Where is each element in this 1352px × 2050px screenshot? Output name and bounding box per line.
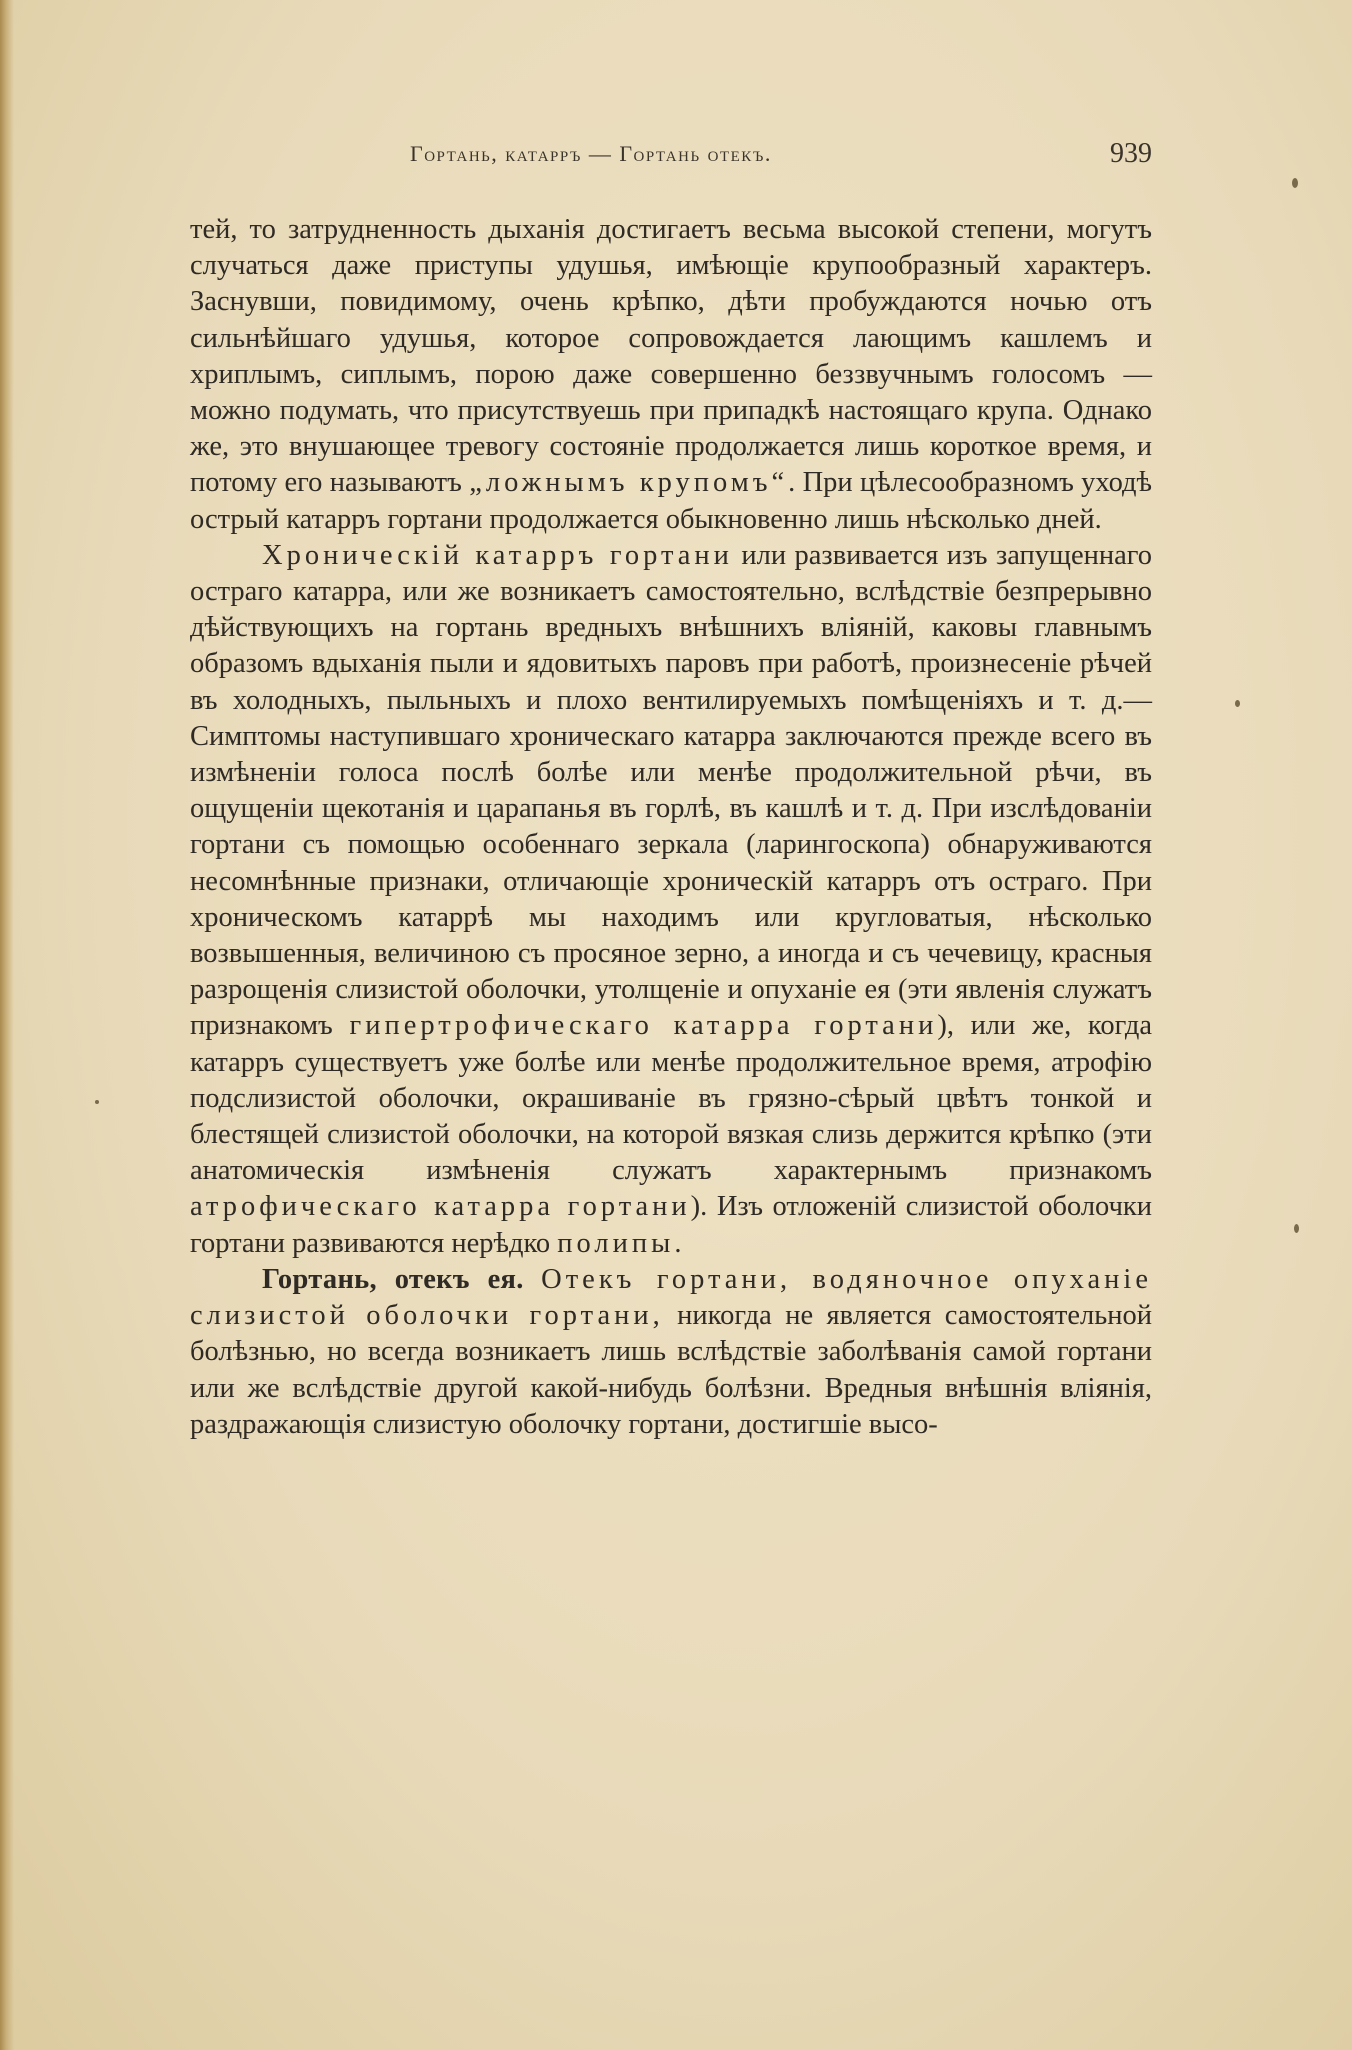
- p3-spaced-definition: Отекъ гортани, водяночное опуханіе слизистой оболочки гортани,: [190, 1263, 1152, 1332]
- p1-text-a: тей, то затрудненность дыханія достигаетъ весьма высокой степени, могутъ случаться даже приступы удушья, имѣющіе крупообразный характеръ. Заснувши, повидимому, очень крѣпко, дѣти пробуждаются ночью отъ сильнѣйшаго удушья, которое сопровождается лающимъ кашлемъ и хриплымъ, сиплымъ, порою даже совершенно беззвучнымъ голосомъ — можно подумать, что присутствуешь при припадкѣ настоящаго крупа. Однако же, это внушающее тревогу состояніе продолжается лишь короткое время, и потому его называютъ: [190, 214, 1152, 499]
- p2-spaced-term-atrophic: атрофическаго катарра гортани: [190, 1191, 691, 1223]
- running-head-title: Гортань, катарръ — Гортань отекъ.: [410, 141, 772, 166]
- paragraph-laryngeal-edema: [190, 1262, 1152, 1443]
- p2-text-d: ), или же, когда катарръ существуетъ уже болѣе или менѣе продолжительное время, атрофію подслизистой оболочки, окрашиваніе въ грязно-сѣрый цвѣтъ тонкой и блестящей слизистой оболочки, на которой вязкая слизь держится крѣпко (эти анатомическія измѣненія служатъ характернымъ признакомъ: [190, 1010, 1152, 1187]
- p2-spaced-heading: Хроническій катарръ гортани: [262, 539, 733, 571]
- ink-speck: [1292, 178, 1298, 188]
- page-number: 939: [1110, 138, 1152, 169]
- p2-text-h: .: [674, 1227, 682, 1259]
- p2-text-f: ). Изъ отложеній слизистой оболочки гортани развиваются нерѣдко: [190, 1191, 1153, 1259]
- p2-spaced-term-polyps: полипы: [557, 1227, 675, 1259]
- ink-speck: [95, 1100, 99, 1104]
- p3-bold-heading: Гортань, отекъ ея.: [262, 1263, 524, 1295]
- ink-speck: [1294, 1224, 1299, 1233]
- p2-text-b: или развивается изъ запущеннаго остраго катарра, или же возникаетъ самостоятельно, вслѣдствіе безпрерывно дѣйствующихъ на гортань вредныхъ внѣшнихъ вліяній, каковы главнымъ образомъ вдыханія пыли и ядовитыхъ паровъ при работѣ, произнесеніе рѣчей въ холодныхъ, пыльныхъ и плохо вентилируемыхъ помѣщеніяхъ и т. д.—Симптомы наступившаго хроническаго катарра заключаются прежде всего въ измѣненіи голоса послѣ болѣе или менѣе продолжительной рѣчи, въ ощущеніи щекотанія и царапанья въ горлѣ, въ кашлѣ и т. д. При изслѣдованіи гортани съ помощью особеннаго зеркала (ларингоскопа) обнаруживаются несомнѣнные признаки, отличающіе хроническій катарръ отъ остраго. При хроническомъ катаррѣ мы находимъ или кругловатыя, нѣсколько возвышенныя, величиною съ просяное зерно, а иногда и съ чечевицу, красныя разрощенія слизистой оболочки, утолщеніе и опуханіе ея (эти явленія служатъ признакомъ: [190, 539, 1152, 1042]
- paragraph-chronic-catarrh: [190, 538, 1152, 1262]
- p3-text-c: никогда не является самостоятельной болѣзнью, но всегда возникаетъ лишь вслѣдствіе заболѣванія самой гортани или же вслѣдствіе другой какой-нибудь болѣзни. Вредныя внѣшнія вліянія, раздражающія слизистую оболочку гортани, достигшіе высо-: [190, 1300, 1152, 1440]
- ink-speck: [1235, 700, 1240, 707]
- running-head: [190, 136, 1152, 176]
- paragraph-acute-catarrh-end: [190, 212, 1152, 538]
- body-text: [190, 212, 1152, 1443]
- p1-text-c: . При цѣлесообразномъ уходѣ острый катарръ гортани продолжается обыкновенно лишь нѣсколько дней.: [190, 467, 1152, 535]
- p2-spaced-term-hypertrophic: гипертрофическаго катарра гортани: [349, 1010, 938, 1042]
- p1-spaced-term: „ложнымъ крупомъ“: [469, 467, 789, 499]
- page-edge-shadow: [0, 0, 14, 2050]
